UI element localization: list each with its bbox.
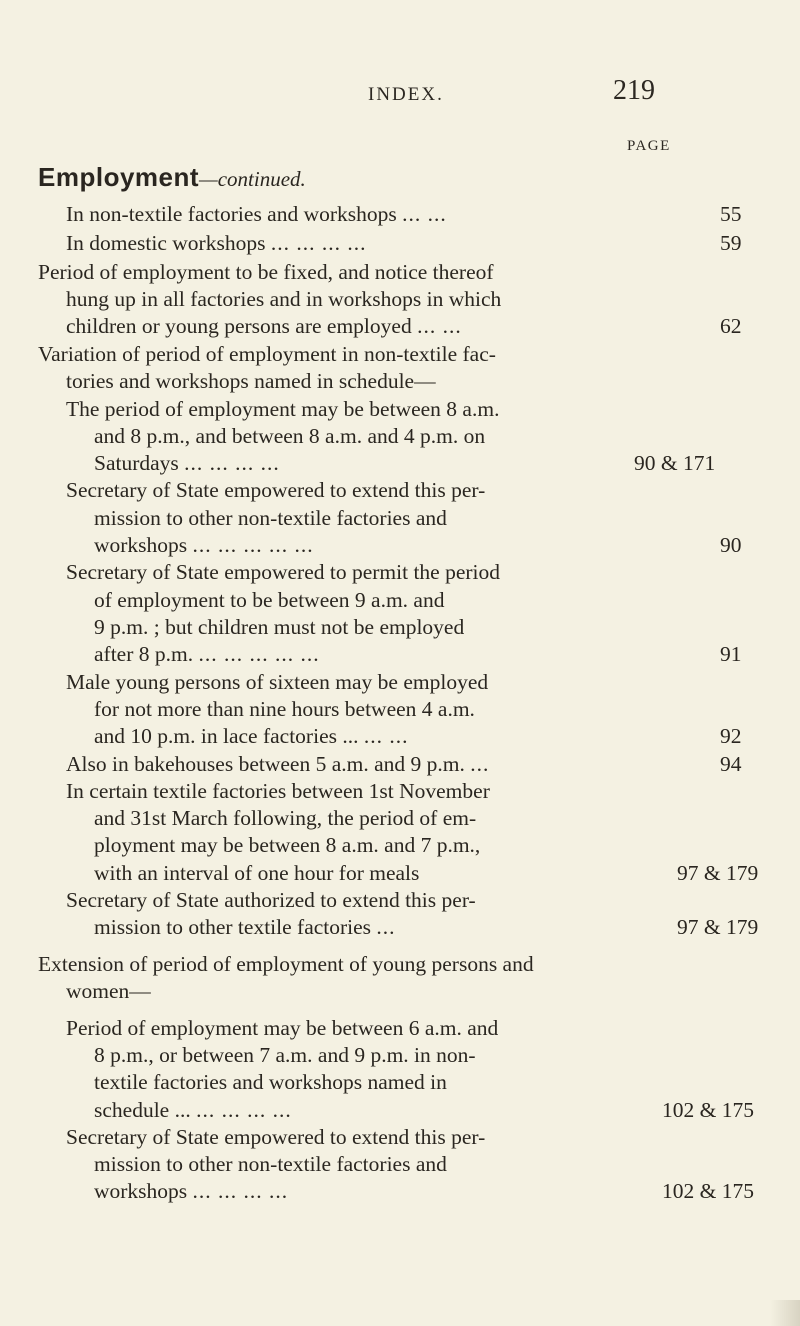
index-entry-line: after 8 p.m. ... ... ... ... ... (94, 642, 320, 666)
index-entry-line: Male young persons of sixteen may be employed (66, 670, 489, 694)
index-entry-line: Secretary of State empowered to extend this per- (66, 478, 486, 502)
index-entry-line: workshops ... ... ... ... (94, 1179, 289, 1203)
entry-page-ref: 91 (720, 642, 742, 666)
index-entry-line: Extension of period of employment of young persons and (38, 952, 534, 976)
index-entry-line: and 8 p.m., and between 8 a.m. and 4 p.m. on (94, 424, 486, 448)
entry-page-ref: 90 & 171 (634, 451, 716, 475)
index-entry-line: The period of employment may be between 8 a.m. (66, 397, 500, 421)
index-entry-line: Also in bakehouses between 5 a.m. and 9 p.m. ... (66, 752, 490, 776)
index-entry-line: 9 p.m. ; but children must not be employed (94, 615, 465, 639)
index-entry-line: Secretary of State empowered to extend this per- (66, 1125, 486, 1149)
page-edge-shadow (770, 1300, 800, 1326)
index-entry-line: Secretary of State authorized to extend this per- (66, 888, 476, 912)
index-entry-line: children or young persons are employed ... ... (66, 314, 462, 338)
entry-page-ref: 59 (720, 231, 742, 255)
index-entry-line: ployment may be between 8 a.m. and 7 p.m., (94, 833, 481, 857)
index-entry-line: and 31st March following, the period of em- (94, 806, 477, 830)
entry-page-ref: 92 (720, 724, 742, 748)
running-header: INDEX. (368, 84, 444, 105)
index-entry-line: Saturdays ... ... ... ... (94, 451, 280, 475)
index-entry-line: women— (66, 979, 151, 1003)
entry-page-ref: 55 (720, 202, 742, 226)
page-number: 219 (613, 75, 655, 106)
index-entry-line: mission to other non-textile factories and (94, 1152, 447, 1176)
index-entry-line: textile factories and workshops named in (94, 1070, 447, 1094)
index-entry-line: tories and workshops named in schedule— (66, 369, 436, 393)
heading-term: Employment (38, 162, 200, 192)
entry-page-ref: 94 (720, 752, 742, 776)
entry-page-ref: 102 & 175 (662, 1179, 754, 1203)
index-entry-line: In certain textile factories between 1st November (66, 779, 490, 803)
entry-page-ref: 97 & 179 (677, 915, 759, 939)
entry-page-ref: 102 & 175 (662, 1098, 754, 1122)
entry-page-ref: 90 (720, 533, 742, 557)
index-entry-line: mission to other textile factories ... (94, 915, 396, 939)
index-entry-line: with an interval of one hour for meals (94, 861, 420, 885)
index-entry-line: workshops ... ... ... ... ... (94, 533, 314, 557)
index-entry-line: In domestic workshops ... ... ... ... (66, 231, 367, 255)
index-entry-line: and 10 p.m. in lace factories ... ... ... (94, 724, 409, 748)
index-entry-line: Period of employment to be fixed, and notice thereof (38, 260, 494, 284)
index-entry-line: Period of employment may be between 6 a.m. and (66, 1016, 499, 1040)
index-entry-line: Secretary of State empowered to permit the period (66, 560, 501, 584)
index-entry-line: 8 p.m., or between 7 a.m. and 9 p.m. in non- (94, 1043, 476, 1067)
entry-page-ref: 62 (720, 314, 742, 338)
index-heading (38, 162, 306, 193)
index-entry-line: In non-textile factories and workshops ... ... (66, 202, 447, 226)
page-column-label: PAGE (627, 138, 671, 154)
index-entry-line: for not more than nine hours between 4 a.m. (94, 697, 475, 721)
index-entry-line: schedule ... ... ... ... ... (94, 1098, 292, 1122)
index-entry-line: hung up in all factories and in workshops in which (66, 287, 502, 311)
entry-page-ref: 97 & 179 (677, 861, 759, 885)
index-entry-line: of employment to be between 9 a.m. and (94, 588, 445, 612)
index-entry-line: Variation of period of employment in non-textile fac- (38, 342, 496, 366)
heading-continued: —continued. (199, 167, 306, 191)
index-entry-line: mission to other non-textile factories and (94, 506, 447, 530)
